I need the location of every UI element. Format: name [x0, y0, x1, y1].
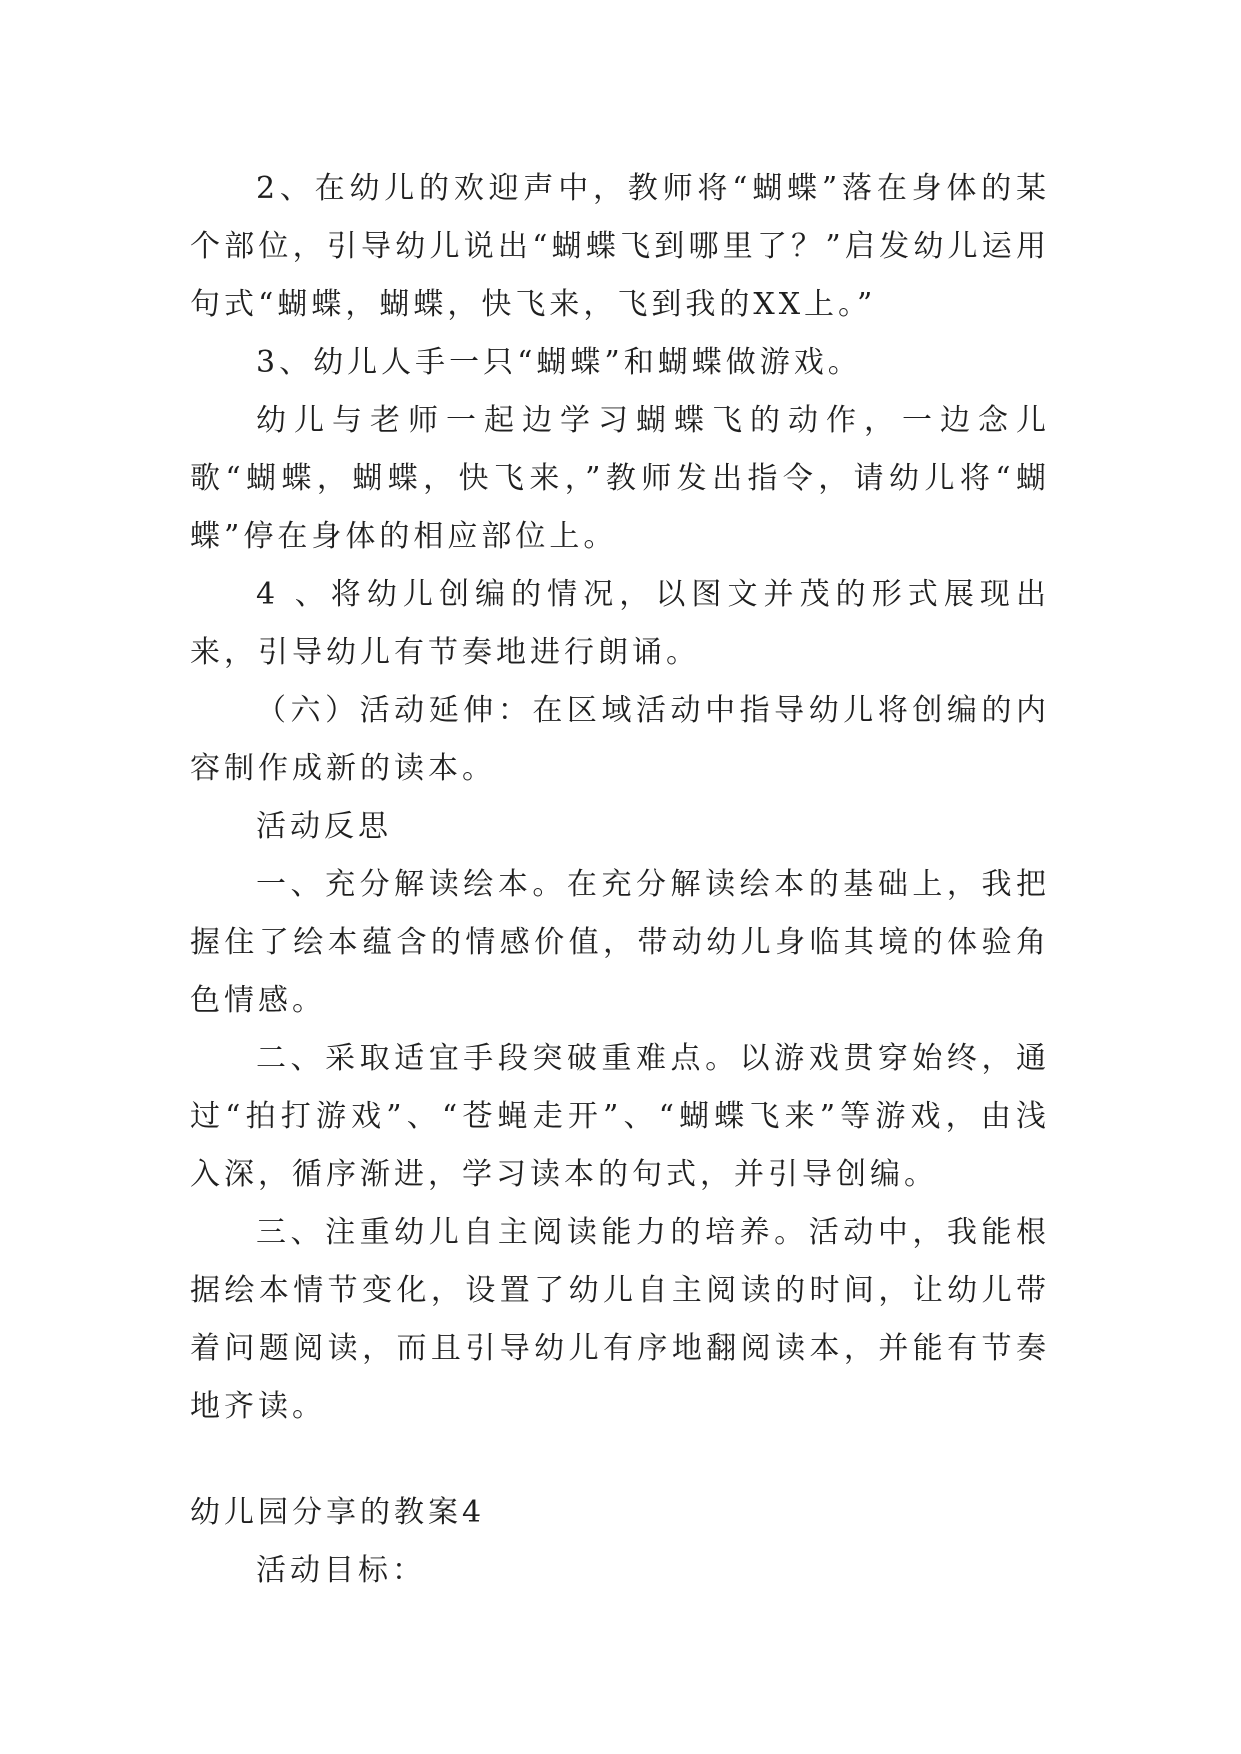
paragraph-reflection-1: 一、充分解读绘本。在充分解读绘本的基础上，我把握住了绘本蕴含的情感价值，带动幼儿身临其境的体验角色情感。 — [190, 867, 1050, 1018]
paragraph-step-3: 3、幼儿人手一只“蝴蝶”和蝴蝶做游戏。 — [256, 345, 862, 380]
section-title: 幼儿园分享的教案4 — [190, 1495, 486, 1530]
paragraph-reflection-3: 三、注重幼儿自主阅读能力的培养。活动中，我能根据绘本情节变化，设置了幼儿自主阅读的时间，让幼儿带着问题阅读，而且引导幼儿有序地翻阅读本，并能有节奏地齐读。 — [190, 1215, 1050, 1424]
paragraph-activity-extension: （六）活动延伸：在区域活动中指导幼儿将创编的内容制作成新的读本。 — [190, 693, 1050, 786]
paragraph-step-4: 4 、将幼儿创编的情况，以图文并茂的形式展现出来，引导幼儿有节奏地进行朗诵。 — [190, 577, 1050, 670]
heading-activity-reflection: 活动反思 — [256, 809, 392, 844]
paragraph-reflection-2: 二、采取适宜手段突破重难点。以游戏贯穿始终，通过“拍打游戏”、“苍蝇走开”、“蝴蝶飞来”等游戏，由浅入深，循序渐进，学习读本的句式，并引导创编。 — [190, 1041, 1050, 1192]
paragraph-step-3-detail: 幼儿与老师一起边学习蝴蝶飞的动作，一边念儿歌“蝴蝶，蝴蝶，快飞来，”教师发出指令，请幼儿将“蝴蝶”停在身体的相应部位上。 — [190, 403, 1050, 554]
section-subheading: 活动目标： — [256, 1553, 426, 1588]
document-body — [190, 160, 1050, 1600]
paragraph-step-2: 2、在幼儿的欢迎声中，教师将“蝴蝶”落在身体的某个部位，引导幼儿说出“蝴蝶飞到哪里了？”启发幼儿运用句式“蝴蝶，蝴蝶，快飞来，飞到我的XX上。” — [190, 171, 1050, 322]
